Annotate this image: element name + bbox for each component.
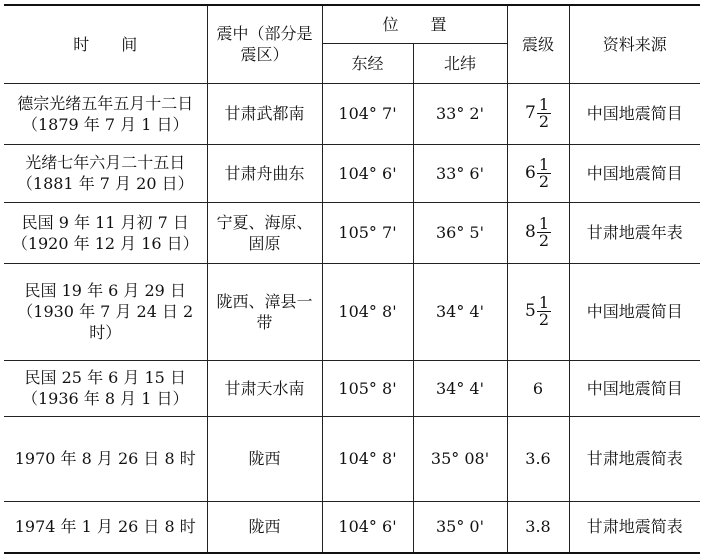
time-line-1: 光绪七年六月二十五日: [25, 153, 186, 172]
magnitude-fraction: [525, 154, 551, 191]
time-line-1: 民国 19 年 6 月 29 日: [24, 281, 186, 300]
time-line-2: （1881 年 7 月 20 日）: [16, 174, 194, 193]
epicenter-cell: 宁夏、海原、固原: [207, 202, 322, 263]
time-line-2: （1879 年 7 月 1 日）: [21, 114, 189, 134]
epicenter-cell: 甘肃天水南: [207, 360, 322, 416]
magnitude-fraction: [525, 97, 551, 130]
table-row: [4, 83, 700, 144]
time-line-1: 1974 年 1 月 26 日 8 时: [14, 517, 196, 537]
magnitude-denominator: 2: [538, 171, 550, 191]
table-row: [4, 263, 700, 360]
magnitude-cell: 3.6: [507, 416, 569, 501]
source-cell: 甘肃地震简表: [569, 416, 700, 501]
time-line-2: （1936 年 8 月 1 日）: [21, 389, 189, 408]
time-line-1: 民国 9 年 11 月初 7 日: [21, 212, 189, 232]
table-row: [4, 416, 700, 501]
epicenter-cell: 陇西、漳县一带: [207, 263, 322, 360]
time-cell: [4, 416, 207, 501]
time-line-1: 民国 25 年 6 月 15 日: [24, 368, 186, 387]
north-latitude-cell: 33° 2': [413, 83, 507, 144]
magnitude-numerator: 1: [538, 293, 550, 312]
time-cell: [4, 501, 207, 553]
magnitude-cell: [507, 263, 569, 360]
magnitude-whole: 7: [525, 103, 536, 123]
east-longitude-cell: 104° 6': [322, 501, 413, 553]
epicenter-cell: 陇西: [207, 501, 322, 553]
magnitude-whole: 8: [525, 222, 536, 242]
north-latitude-cell: 34° 4': [413, 360, 507, 416]
magnitude-denominator: 2: [538, 310, 550, 329]
magnitude-cell: [507, 202, 569, 263]
time-cell: [4, 263, 207, 360]
header-source: 资料来源: [569, 5, 700, 83]
time-cell: [4, 83, 207, 144]
east-longitude-cell: 104° 6': [322, 144, 413, 202]
header-epicenter: 震中（部分是震区）: [207, 5, 322, 83]
east-longitude-cell: 105° 8': [322, 360, 413, 416]
magnitude-fraction: [525, 295, 551, 328]
magnitude-fraction: [525, 216, 551, 249]
east-longitude-cell: 105° 7': [322, 202, 413, 263]
north-latitude-cell: 35° 08': [413, 416, 507, 501]
source-cell: 甘肃地震简表: [569, 501, 700, 553]
north-latitude-cell: 34° 4': [413, 263, 507, 360]
magnitude-numerator: 1: [538, 154, 550, 174]
time-cell: [4, 360, 207, 416]
source-cell: 中国地震简目: [569, 263, 700, 360]
source-cell: 中国地震简目: [569, 144, 700, 202]
epicenter-cell: 甘肃武都南: [207, 83, 322, 144]
magnitude-denominator: 2: [538, 231, 550, 250]
epicenter-cell: 陇西: [207, 416, 322, 501]
table-row: [4, 144, 700, 202]
magnitude-whole: 6: [525, 162, 536, 183]
magnitude-numerator: 1: [538, 95, 550, 114]
north-latitude-cell: 33° 6': [413, 144, 507, 202]
east-longitude-cell: 104° 7': [322, 83, 413, 144]
header-position: 位 置: [322, 5, 507, 43]
magnitude-cell: [507, 83, 569, 144]
north-latitude-cell: 35° 0': [413, 501, 507, 553]
table-row: [4, 202, 700, 263]
source-cell: 中国地震简目: [569, 83, 700, 144]
magnitude-numerator: 1: [538, 214, 550, 233]
table-row: [4, 501, 700, 553]
time-line-2: （1930 年 7 月 24 日 2 时）: [17, 302, 194, 342]
magnitude-cell: 6: [507, 360, 569, 416]
east-longitude-cell: 104° 8': [322, 263, 413, 360]
earthquake-table: [4, 4, 700, 554]
time-line-2: （1920 年 12 月 16 日）: [11, 233, 199, 253]
east-longitude-cell: 104° 8': [322, 416, 413, 501]
header-magnitude: 震级: [507, 5, 569, 83]
header-north-latitude: 北纬: [413, 43, 507, 83]
source-cell: 中国地震简目: [569, 360, 700, 416]
magnitude-whole: 5: [525, 301, 536, 321]
table-row: [4, 360, 700, 416]
north-latitude-cell: 36° 5': [413, 202, 507, 263]
time-line-1: 1970 年 8 月 26 日 8 时: [14, 449, 196, 468]
magnitude-cell: 3.8: [507, 501, 569, 553]
source-cell: 甘肃地震年表: [569, 202, 700, 263]
magnitude-denominator: 2: [538, 112, 550, 131]
header-time: 时 间: [4, 5, 207, 83]
time-cell: [4, 144, 207, 202]
epicenter-cell: 甘肃舟曲东: [207, 144, 322, 202]
time-cell: [4, 202, 207, 263]
time-line-1: 德宗光绪五年五月十二日: [17, 93, 194, 113]
header-east-longitude: 东经: [322, 43, 413, 83]
magnitude-cell: [507, 144, 569, 202]
